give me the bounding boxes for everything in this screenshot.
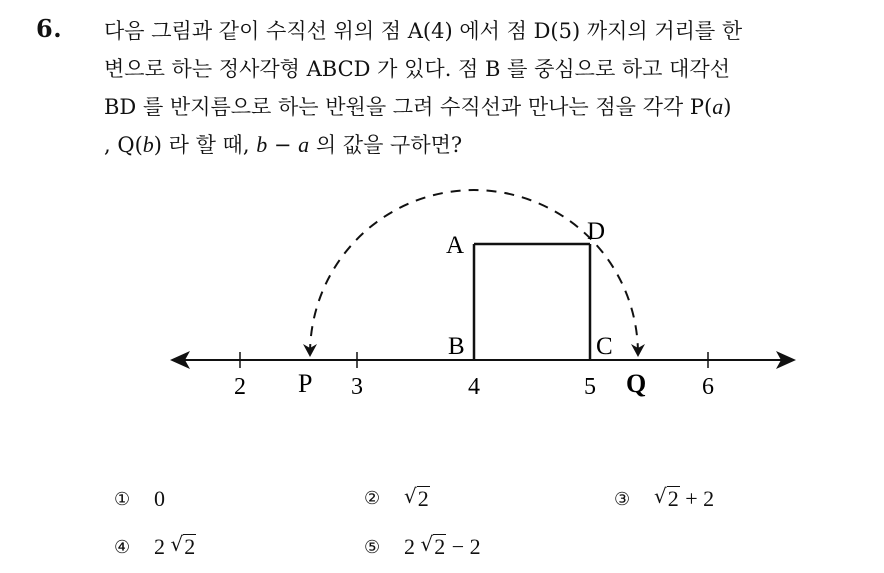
- stem-line-4-open: , Q(: [104, 133, 143, 157]
- point-label-q: Q: [626, 369, 647, 398]
- radicand: 2: [417, 486, 429, 511]
- stem-line-4-end: 의 값을 구하면?: [309, 133, 463, 157]
- choice-1[interactable]: [114, 486, 165, 512]
- tick-label-5: 5: [584, 374, 596, 400]
- radical-sign: √: [404, 484, 417, 508]
- choice-value-1: 0: [154, 486, 165, 511]
- tick-label-3: 3: [351, 374, 363, 400]
- question-stem: [104, 12, 864, 164]
- radical-sign: √: [654, 484, 667, 509]
- question-number: 6.: [36, 14, 63, 43]
- point-label-b: B: [448, 333, 465, 360]
- stem-line-4: [104, 126, 864, 164]
- choice-suffix: + 2: [679, 486, 715, 511]
- point-label-d: D: [587, 218, 606, 245]
- stem-line-3-text: BD 를 반지름으로 하는 반원을 그려 수직선과 만나는 점을 각각 P(: [104, 95, 713, 119]
- choice-4[interactable]: [114, 534, 196, 560]
- choice-marker-2: ②: [364, 488, 381, 510]
- choice-2[interactable]: [364, 486, 430, 511]
- choice-value-3: [654, 486, 714, 512]
- choice-prefix: 2: [404, 534, 421, 559]
- point-label-c: C: [596, 333, 613, 360]
- radicand: 2: [184, 534, 196, 560]
- point-label-a: A: [446, 232, 465, 259]
- choice-value-2: [404, 486, 430, 511]
- choice-marker-3: ③: [614, 488, 631, 510]
- sqrt-expression: [654, 486, 680, 511]
- stem-line-4-mid: ) 라 할 때,: [153, 133, 257, 157]
- sqrt-expression: [171, 534, 197, 559]
- stem-line-2: 변으로 하는 정사각형 ABCD 가 있다. 점 B 를 중심으로 하고 대각선: [104, 57, 731, 81]
- expression-a: a: [298, 132, 310, 157]
- radicand: 2: [667, 486, 679, 512]
- expression-b: b: [256, 132, 268, 157]
- figure-svg: [0, 180, 884, 420]
- sqrt-expression: [421, 534, 447, 559]
- point-label-p: P: [298, 369, 313, 398]
- number-line-figure: [0, 180, 884, 420]
- stem-line-3-close: ): [723, 95, 732, 119]
- choice-prefix: 2: [154, 534, 171, 559]
- choice-value-5: [404, 534, 481, 560]
- variable-b: b: [142, 132, 154, 157]
- choice-5[interactable]: [364, 534, 481, 560]
- radical-sign: √: [420, 532, 434, 557]
- stem-line-1: 다음 그림과 같이 수직선 위의 점 A(4) 에서 점 D(5) 까지의 거리를 한: [104, 19, 743, 43]
- choice-3[interactable]: [614, 486, 714, 512]
- tick-label-6: 6: [702, 374, 714, 400]
- choice-marker-5: ⑤: [364, 536, 381, 558]
- choice-suffix: − 2: [446, 534, 481, 559]
- choice-value-4: [154, 534, 196, 560]
- minus-sign: −: [267, 133, 299, 157]
- sqrt-expression: [404, 486, 430, 511]
- stem-line-3: [104, 88, 864, 126]
- radical-sign: √: [170, 532, 184, 557]
- choice-marker-1: ①: [114, 488, 131, 510]
- tick-label-2: 2: [234, 374, 246, 400]
- variable-a: a: [712, 94, 724, 119]
- choice-marker-4: ④: [114, 536, 131, 558]
- radicand: 2: [434, 534, 446, 560]
- tick-label-4: 4: [468, 374, 480, 400]
